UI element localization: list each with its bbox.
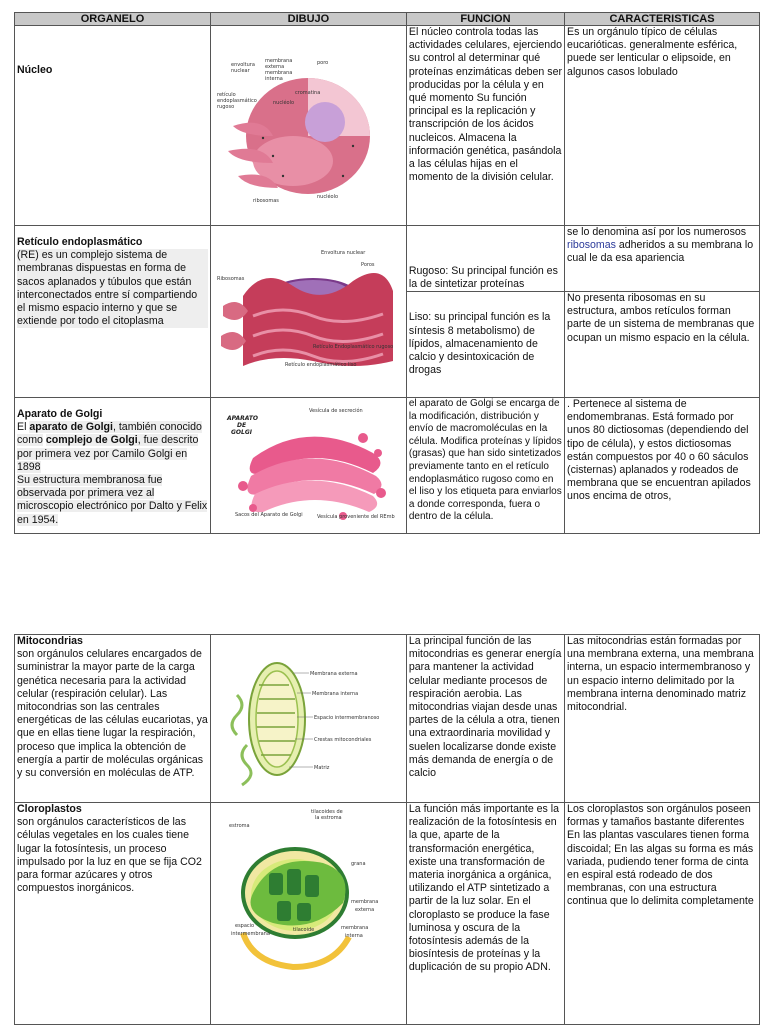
nucleo-funcion: El núcleo controla todas las actividades celulares, ejerciendo su control al determinar qué proteínas enzimáticas deben ser producidas por la célula y en qué momento Su función principal es la replicación y transcripción de los ácidos nucleicos. Almacena la información genética, pasándola a las células hijas en el momento de la división celular.: [406, 26, 564, 226]
mitochondria-diagram: [213, 635, 401, 799]
golgi-desc-1: El: [17, 421, 27, 434]
cloro-label-5: externa: [354, 907, 375, 913]
nucleo-label-7: cromatina: [294, 90, 321, 96]
mito-label-2: Espacio intermembranoso: [313, 715, 380, 721]
reticulo-label-0: Envoltura nuclear: [320, 250, 366, 256]
cloro-drawing: [210, 803, 406, 1025]
nucleo-label-9: endoplasmático: [216, 98, 257, 104]
nucleo-caracteristicas: Es un orgánulo típico de células eucarióticas. generalmente esférica, puede ser lenticular o elipsoide, en algunos casos lobulado: [565, 26, 760, 226]
nucleo-name: Núcleo: [17, 63, 53, 76]
cloro-label-9: membrana: [340, 925, 369, 931]
reticulo-name: Retículo endoplasmático: [17, 236, 143, 248]
reticulo-car-b: adheridos a su membrana lo cual le da esa apariencia: [567, 239, 754, 265]
nucleo-label-8: retículo: [216, 92, 236, 98]
cloro-label-8: tilacoide: [292, 927, 315, 933]
nucleo-label-11: nucléolo: [272, 100, 294, 106]
cloro-caracteristicas: Los cloroplastos son orgánulos poseen formas y tamaños bastante diferentes En las plantas vasculares tienen forma discoidal; En las algas su forma es más variada, pudiendo tener forma de cinta en espiral está rodeado de dos membranas, con una estructura continua que lo delimita completamente: [565, 803, 760, 1025]
nucleo-label-0: membrana: [264, 58, 293, 64]
mito-label-3: Crestas mitocondriales: [313, 737, 372, 743]
golgi-desc-2: aparato de Golgi: [29, 421, 113, 434]
nucleo-label-2: membrana: [264, 70, 293, 76]
row-reticulo-rugoso: [15, 226, 760, 292]
cloro-label-1: la estroma: [314, 815, 342, 821]
nucleo-label-5: envoltura: [230, 62, 255, 68]
nucleo-label-3: interna: [264, 76, 283, 82]
row-golgi: [15, 398, 760, 534]
reticulo-cell: [15, 226, 211, 398]
cloro-label-2: estroma: [228, 823, 250, 829]
golgi-name: Aparato de Golgi: [17, 408, 103, 420]
organelle-table-top: [14, 12, 760, 534]
reticulo-car-a: se lo denomina así por los numerosos: [567, 226, 747, 238]
reticulo-desc: (RE) es un complejo sistema de membranas dispuestas en forma de sacos aplanados y túbulos que están interconectados entre sí compartiendo el mismo espacio interno y que se extiende por todo el citoplasma: [17, 249, 208, 328]
nucleo-label-1: externa: [264, 64, 285, 70]
nucleo-label-4: poro: [316, 60, 329, 66]
nucleo-label-6: nuclear: [230, 68, 250, 74]
cloro-desc: son orgánulos característicos de las células vegetales en los cuales tiene lugar la fotosíntesis, un proceso impulsado por la luz en que se fija CO2 para formar azúcares y otros compuestos inorgánicos.: [17, 816, 202, 895]
cloro-label-10: interna: [344, 933, 363, 939]
cloro-label-4: membrana: [350, 899, 379, 905]
cloro-label-6: espacio: [234, 923, 255, 929]
reticulo-liso-funcion: Liso: su principal función es la síntesis 8 metabolismo) de lípidos, almacenamiento de calcio y desintoxicación de drogas: [406, 292, 564, 398]
reticulo-label-4: Retículo endoplasmático liso: [284, 362, 357, 368]
header-dibujo: DIBUJO: [210, 13, 406, 26]
nucleus-diagram: [213, 26, 401, 224]
header-organelo: ORGANELO: [15, 13, 211, 26]
golgi-label-0: Vesícula de secreción: [308, 408, 363, 414]
golgi-desc-5: , fue descrito por primera vez por Camilo Golgi en 1898: [17, 434, 199, 473]
organelle-table-bottom: [14, 634, 760, 1025]
golgi-label-2: Vesícula proveniente del REmb: [316, 514, 395, 520]
reticulo-rugoso-funcion: Rugoso: Su principal función es la de sintetizar proteínas: [406, 226, 564, 292]
row-cloroplastos: [15, 803, 760, 1025]
golgi-desc-6: Su estructura membranosa fue observada por primera vez al microscopio electrónico por Dalto y Felix en 1954.: [17, 474, 208, 526]
header-row: [15, 13, 760, 26]
nucleo-drawing: [210, 26, 406, 226]
mito-desc: son orgánulos celulares encargados de suministrar la mayor parte de la carga genética necesaria para la actividad celular (respiración celular). Las mitocondrias son las centrales energéticas de las células eucariotas, ya que en ellas tiene lugar la respiración, proceso que implica la obtención de energía a partir de moléculas orgánicas y su conversión en moléculas de ATP.: [17, 648, 208, 780]
cloro-name: Cloroplastos: [17, 803, 82, 815]
cloro-cell: [15, 803, 211, 1025]
reticulo-label-2: Ribosomas: [216, 276, 245, 282]
golgi-title-1: DE: [236, 422, 247, 429]
golgi-diagram: [213, 398, 401, 530]
row-mitocondrias: [15, 635, 760, 803]
mito-caracteristicas: Las mitocondrias están formadas por una membrana externa, una membrana interna, un espacio intermembranoso y un espacio interno delimitado por la membrana interna denominado matriz mitocondrial.: [565, 635, 760, 803]
mito-cell: [15, 635, 211, 803]
nucleo-label-13: nucléolo: [316, 194, 338, 200]
golgi-caracteristicas: . Pertenece al sistema de endomembranas. Está formado por unos 80 dictiosomas (dependiendo del tipo de célula), y estos dictiosomas están compuestos por 40 o 60 sáculos (cisternas) aplanados y rodeados de membrana que se encuentran apilados unos encima de otros,: [565, 398, 760, 534]
er-diagram: [213, 226, 401, 386]
mito-drawing: [210, 635, 406, 803]
mito-name: Mitocondrias: [17, 635, 83, 647]
golgi-desc-4: complejo de Golgi: [45, 434, 138, 447]
golgi-drawing: [210, 398, 406, 534]
golgi-title-0: APARATO: [226, 415, 258, 422]
mito-label-4: Matriz: [313, 765, 330, 771]
reticulo-label-1: Poros: [360, 262, 375, 268]
cloro-label-0: tilacoides de: [310, 809, 343, 815]
golgi-cell: [15, 398, 211, 534]
golgi-label-1: Sacos del Aparato de Golgi: [234, 512, 303, 518]
mito-funcion: La principal función de las mitocondrias es generar energía para mantener la actividad celular mediante procesos de respiración aerobia. Las mitocondrias viajan desde unas partes de la célula a otra, tienen una extraordinaria movilidad y suelen localizarse donde existe más demanda de energía o de calcio: [406, 635, 564, 803]
reticulo-label-3: Retículo Endoplasmático rugoso: [312, 344, 394, 350]
golgi-desc-3: , también conocido como: [17, 421, 202, 447]
row-nucleo: [15, 26, 760, 226]
mito-label-0: Membrana externa: [309, 671, 358, 677]
cloro-funcion: La función más importante es la realización de la fotosíntesis en la que, aparte de la transformación energética, existe una transformación de materia inorgánica a orgánica, utilizando el ATP sintetizado a partir de la luz solar. En el cloroplasto se produce la fase luminosa y oscura de la fotosíntesis además de la biosíntesis de proteínas y la duplicación de su propio ADN.: [406, 803, 564, 1025]
golgi-title-2: GOLGI: [230, 429, 252, 436]
reticulo-liso-car: No presenta ribosomas en su estructura, ambos retículos forman parte de un sistema de membranas que ocupan un mismo espacio en la célula.: [565, 292, 760, 398]
chloroplast-diagram: [213, 803, 401, 1003]
nucleo-label-10: rugoso: [216, 104, 235, 110]
golgi-funcion: el aparato de Golgi se encarga de la modificación, distribución y envío de macromoléculas en la célula. Modifica proteínas y lípidos (grasas) que han sido sintetizados previamente tanto en el retículo endoplasmático rugoso como en el liso y los etiqueta para enviarlos a donde corresponda, fuera o dentro de la célula.: [406, 398, 564, 534]
reticulo-rugoso-car: [565, 226, 760, 292]
header-caracteristicas: CARACTERISTICAS: [565, 13, 760, 26]
reticulo-drawing: [210, 226, 406, 398]
golgi-desc: [17, 421, 208, 527]
cloro-label-7: intermembrana: [230, 931, 270, 937]
nucleo-label-12: ribosomas: [252, 198, 279, 204]
mito-label-1: Membrana interna: [311, 691, 359, 697]
ribosomas-link[interactable]: ribosomas: [567, 239, 616, 252]
header-funcion: FUNCION: [406, 13, 564, 26]
cloro-label-3: grana: [350, 861, 366, 867]
